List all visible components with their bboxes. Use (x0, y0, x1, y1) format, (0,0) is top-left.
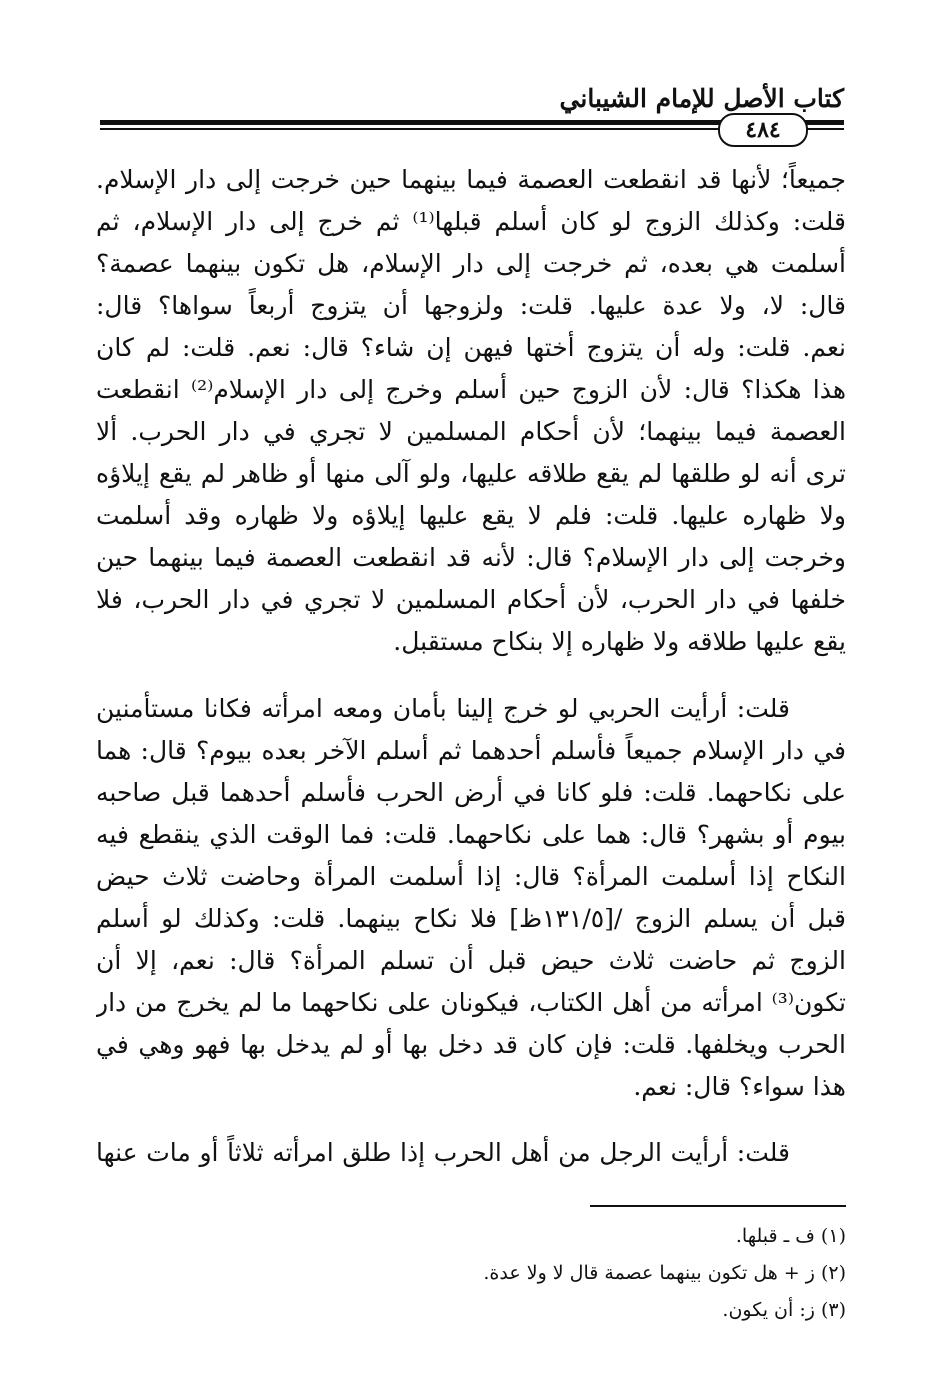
text-line: على نكاحهما. قلت: فلو كانا في أرض الحرب فأسلم أحدهما قبل صاحبه (96, 778, 846, 807)
text-line: النكاح إذا أسلمت المرأة؟ قال: إذا أسلمت المرأة وحاضت ثلاث حيض (96, 862, 846, 891)
text-line: هذا هكذا؟ قال: لأن الزوج حين أسلم وخرج إلى دار الإسلام⁽²⁾ انقطعت (96, 375, 846, 404)
paragraph-1 (96, 159, 846, 663)
text-line: تكون⁽³⁾ امرأته من أهل الكتاب، فيكونان على نكاحهما ما لم يخرج من دار (96, 988, 846, 1017)
text-line: وخرجت إلى دار الإسلام؟ قال: لأنه قد انقطعت العصمة فيما بينهما حين (96, 543, 846, 572)
text-line: قبل أن يسلم الزوج /[١٣١/٥ظ] فلا نكاح بينهما. قلت: وكذلك لو أسلم (96, 904, 846, 933)
text-line: أسلمت هي بعده، ثم خرجت إلى دار الإسلام، هل تكون بينهما عصمة؟ (96, 249, 846, 278)
book-title: كتاب الأصل للإمام الشيباني (559, 84, 844, 113)
paragraph-2 (96, 688, 846, 1108)
text-line: في دار الإسلام جميعاً فأسلم أحدهما ثم أسلم الآخر بعده بيوم؟ قال: هما (96, 736, 846, 765)
text-line: قلت: وكذلك الزوج لو كان أسلم قبلها⁽¹⁾ ثم خرج إلى دار الإسلام، ثم (96, 207, 846, 236)
text-line: الحرب ويخلفها. قلت: فإن كان قد دخل بها أو لم يدخل بها فهو وهي في (96, 1030, 846, 1059)
text-line: العصمة فيما بينهما؛ لأن أحكام المسلمين لا تجري في دار الحرب. ألا (96, 417, 846, 446)
text-line: نعم. قلت: وله أن يتزوج أختها فيهن إن شاء؟ قال: نعم. قلت: لم كان (96, 333, 846, 362)
footnote-2: (٢) ز + هل تكون بينهما عصمة قال لا ولا عدة. (483, 1262, 846, 1284)
text-line: قلت: أرأيت الحربي لو خرج إلينا بأمان ومعه امرأته فكانا مستأمنين (96, 694, 790, 723)
text-line: قلت: أرأيت الرجل من أهل الحرب إذا طلق امرأته ثلاثاً أو مات عنها (96, 1138, 790, 1167)
text-line: ترى أنه لو طلقها لم يقع طلاقه عليها، ولو آلى منها أو ظاهر لم يقع إيلاؤه (96, 459, 846, 488)
text-line: الزوج ثم حاضت ثلاث حيض قبل أن تسلم المرأة؟ قال: نعم، إلا أن (96, 946, 846, 975)
footnote-3: (٣) ز: أن يكون. (722, 1299, 846, 1321)
text-line: هذا سواء؟ قال: نعم. (633, 1072, 846, 1101)
text-line: بيوم أو بشهر؟ قال: هما على نكاحهما. قلت: فما الوقت الذي ينقطع فيه (96, 820, 846, 849)
footnote-1: (١) ف ـ قبلها. (735, 1225, 846, 1247)
text-line: جميعاً؛ لأنها قد انقطعت العصمة فيما بينهما حين خرجت إلى دار الإسلام. (96, 165, 846, 194)
page-number: ٤٨٤ (718, 113, 808, 147)
text-line: خلفها في دار الحرب، لأن أحكام المسلمين لا تجري في دار الحرب، فلا (96, 585, 846, 614)
text-line: ولا ظهاره عليها. قلت: فلم لا يقع عليها إيلاؤه ولا ظهاره وقد أسلمت (96, 501, 846, 530)
footnotes (346, 1218, 846, 1329)
footnote-separator (590, 1205, 846, 1207)
text-line: قال: لا، ولا عدة عليها. قلت: ولزوجها أن يتزوج أربعاً سواها؟ قال: (96, 291, 846, 320)
text-line: يقع عليها طلاقه ولا ظهاره إلا بنكاح مستقبل. (393, 627, 846, 656)
paragraph-3 (96, 1132, 846, 1174)
